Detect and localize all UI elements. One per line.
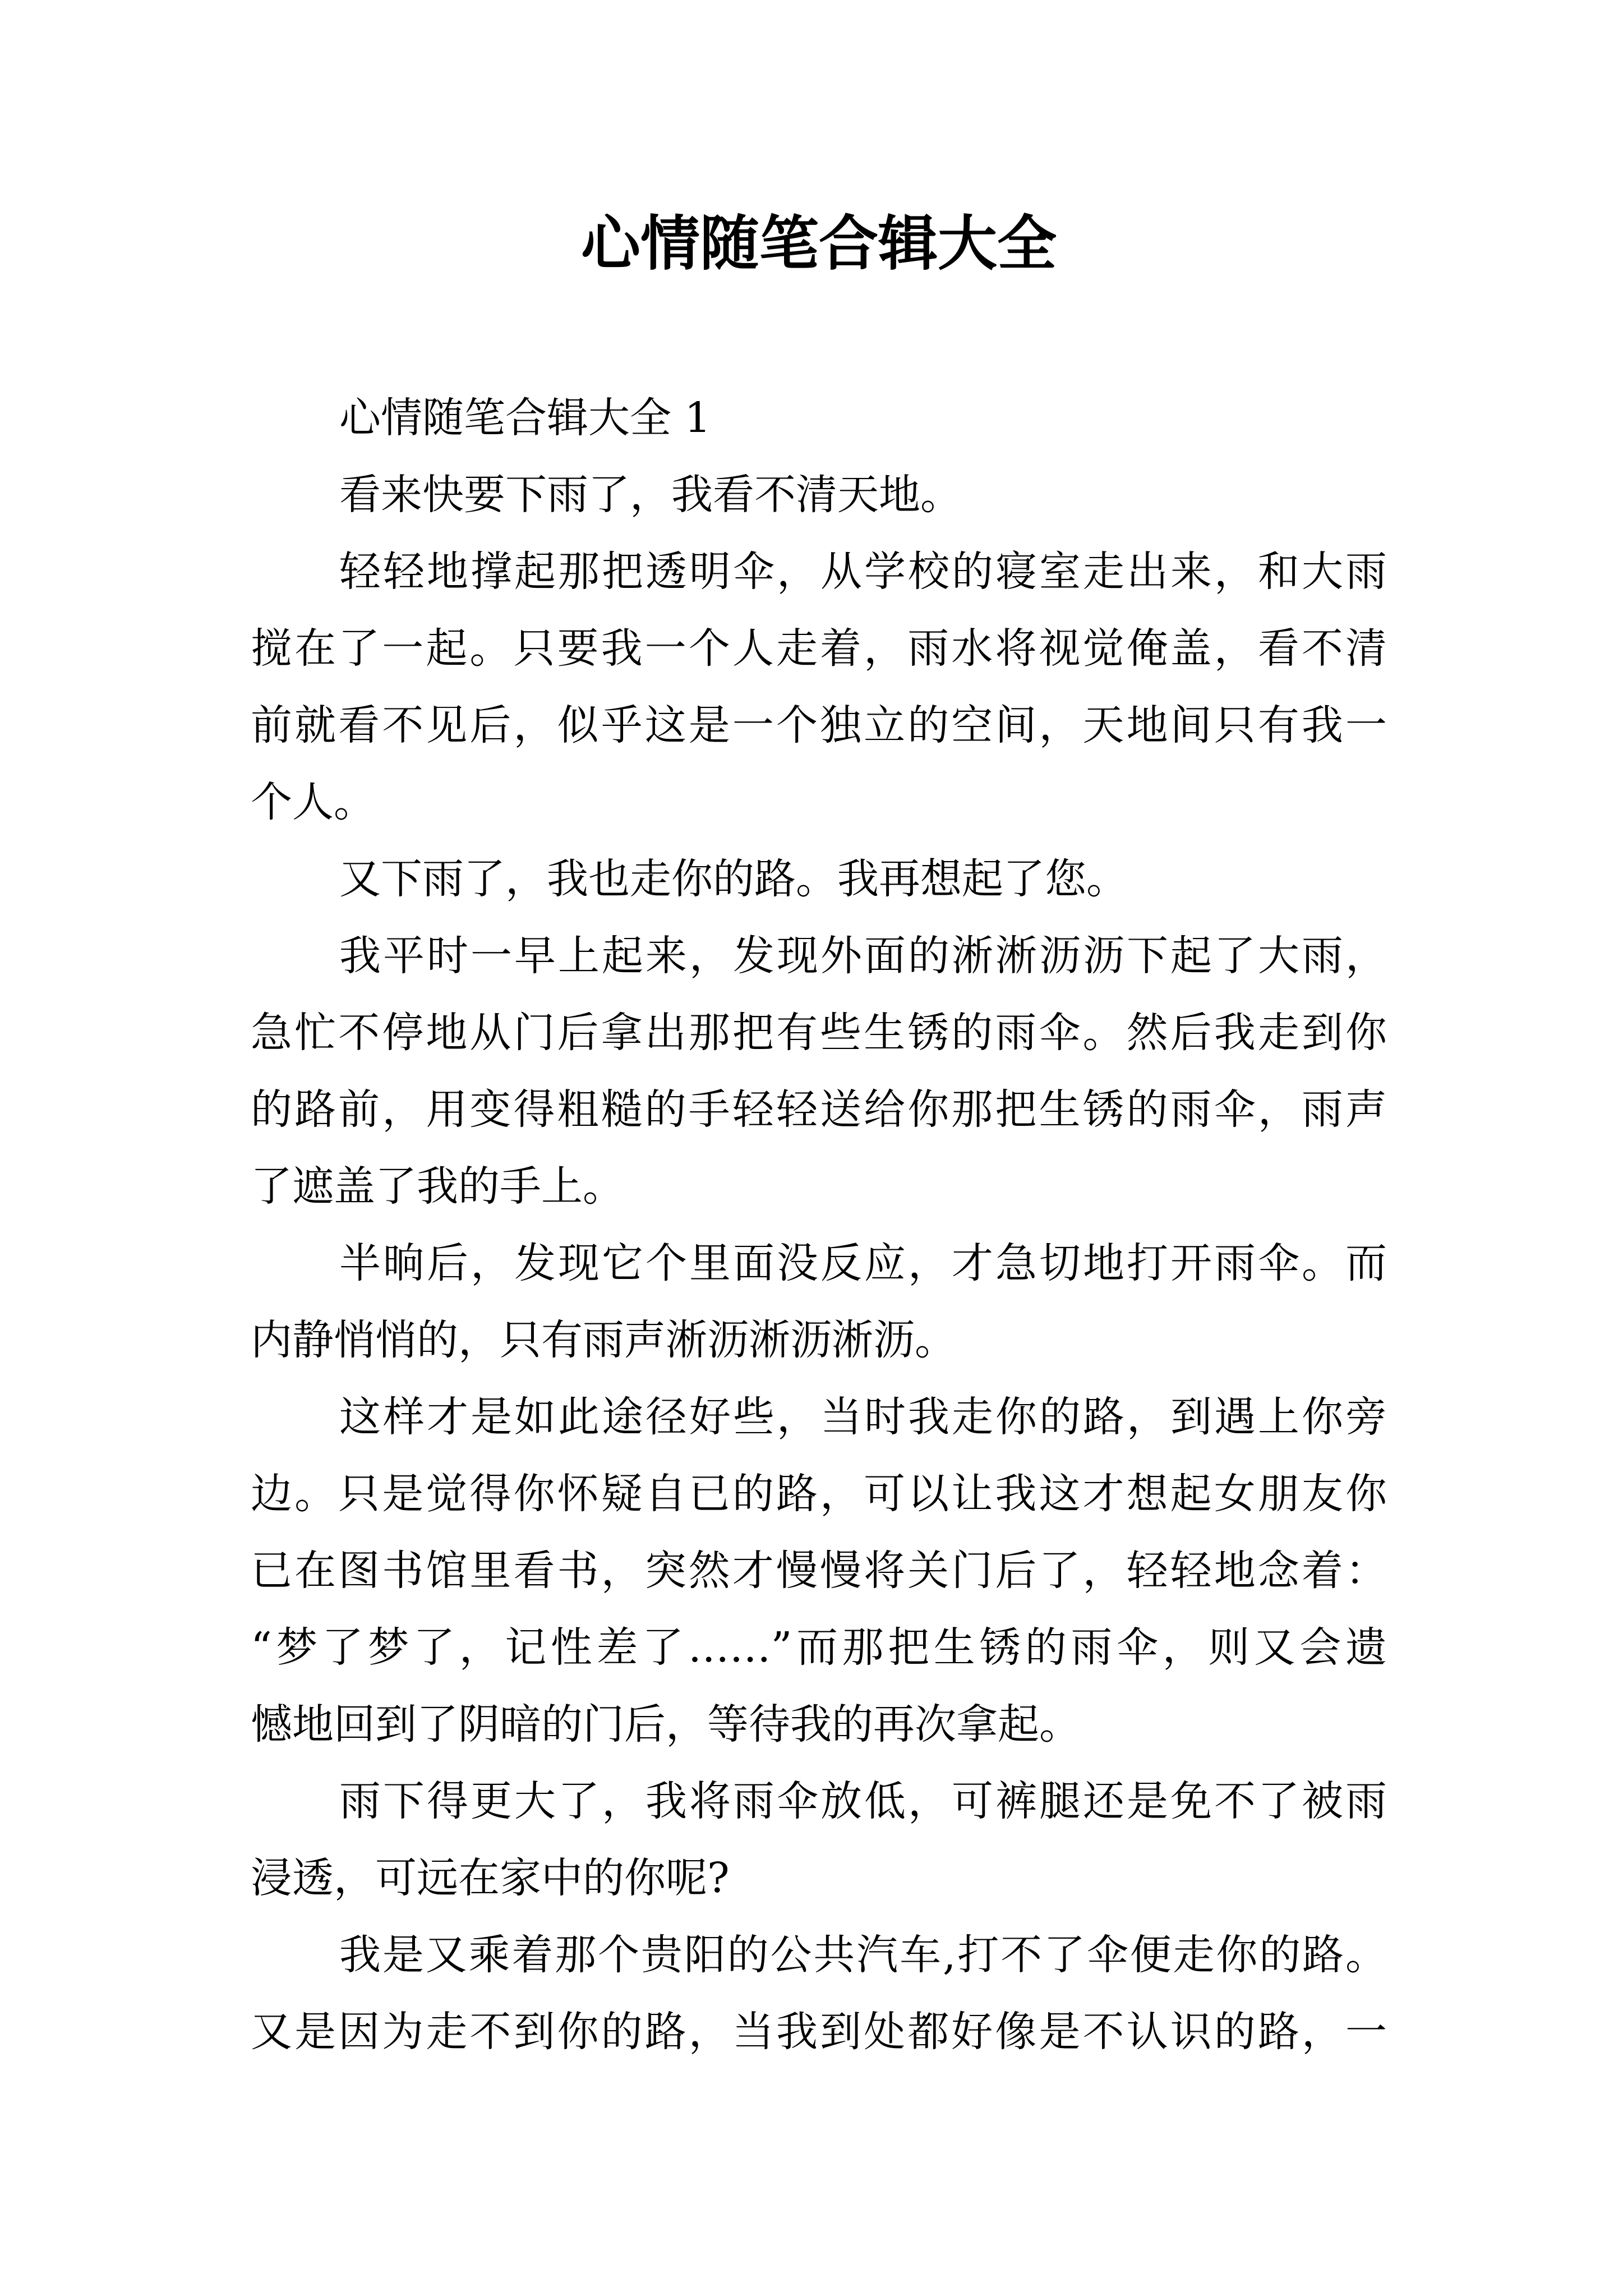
text-line: 憾地回到了阴暗的门后，等待我的再次拿起。 [251,1700,1081,1749]
text-line: 这样才是如此途径好些，当时我走你的路，到遇上你旁 [339,1393,1387,1441]
text-line: 半晌后，发现它个里面没反应，才急切地打开雨伞。而 [339,1239,1387,1287]
paragraph [251,1917,1387,2070]
paragraph [251,918,1387,1225]
text-line: 前就看不见后，似乎这是一个独立的空间，天地间只有我一 [251,701,1387,749]
page-title: 心情随笔合辑大全 [581,208,1057,278]
paragraph [251,841,1387,918]
paragraph [251,1379,1387,1763]
paragraph [251,1763,1387,1917]
paragraph [251,457,1387,533]
text-line: 雨下得更大了，我将雨伞放低，可裤腿还是免不了被雨 [339,1777,1387,1825]
text-line: 我平时一早上起来，发现外面的淅淅沥沥下起了大雨， [339,932,1387,980]
paragraph [251,533,1387,841]
text-line: 浸透，可远在家中的你呢? [251,1854,730,1902]
text-line: 搅在了一起。只要我一个人走着，雨水将视觉俺盖，看不清 [251,624,1387,673]
text-line: 已在图书馆里看书，突然才慢慢将关门后了，轻轻地念着： [251,1547,1387,1595]
paragraph [251,1225,1387,1379]
text-line: 内静悄悄的，只有雨声淅沥淅沥淅沥。 [251,1316,956,1364]
text-line: 急忙不停地从门后拿出那把有些生锈的雨伞。然后我走到你 [251,1009,1387,1057]
text-line: 轻轻地撑起那把透明伞，从学校的寝室走出来，和大雨 [339,547,1387,596]
paragraph [251,380,1387,457]
text-line: 我是又乘着那个贵阳的公共汽车,打不了伞便走你的路。 [339,1931,1387,1979]
text-line: 看来快要下雨了，我看不清天地。 [339,471,962,519]
text-line: 的路前，用变得粗糙的手轻轻送给你那把生锈的雨伞，雨声 [251,1085,1387,1134]
section-heading: 心情随笔合辑大全 1 [339,394,711,442]
text-line: 边。只是觉得你怀疑自已的路，可以让我这才想起女朋友你 [251,1470,1387,1518]
document-body [251,380,1387,2070]
text-line: 又是因为走不到你的路，当我到处都好像是不认识的路，一 [251,2008,1387,2056]
text-line: “梦了梦了，记性差了……”而那把生锈的雨伞，则又会遗 [251,1623,1387,1672]
text-line: 了遮盖了我的手上。 [251,1162,624,1211]
text-line: 个人。 [251,778,375,826]
text-line: 又下雨了，我也走你的路。我再想起了您。 [339,855,1128,903]
